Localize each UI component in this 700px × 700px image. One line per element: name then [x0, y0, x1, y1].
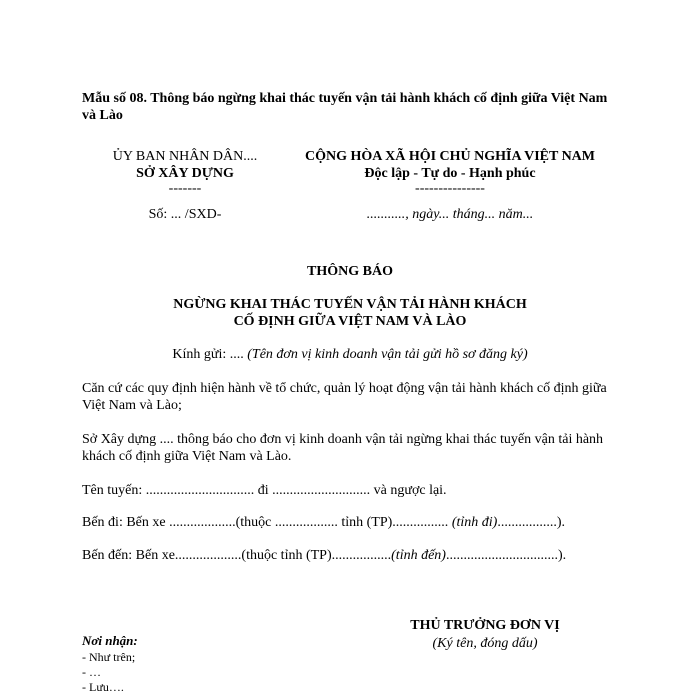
- arrival-line: [82, 547, 622, 564]
- recipient-item: - …: [82, 665, 101, 679]
- national-motto: Độc lập - Tự do - Hạnh phúc: [364, 166, 536, 181]
- arrival-province-label: (tỉnh đến): [391, 548, 446, 563]
- legal-basis-paragraph: Căn cứ các quy định hiện hành về tổ chức, quản lý hoạt động vận tải hành khách cố định giữa Việt Nam và Lào;: [82, 381, 607, 413]
- recipient-item: - Như trên;: [82, 650, 136, 664]
- departure-suffix: .................).: [497, 515, 565, 530]
- departure-prefix: Bến đi: Bến xe ...................(thuộc .................. tỉnh (TP)................: [82, 515, 449, 530]
- national-title: CỘNG HÒA XÃ HỘI CHỦ NGHĨA VIỆT NAM: [304, 149, 595, 164]
- document-date: ..........., ngày... tháng... năm...: [366, 207, 534, 222]
- route-line: Tên tuyến: ............................... đi ............................ và ngược lại.: [82, 483, 447, 498]
- recipient-item: - Lưu….: [82, 680, 124, 694]
- departure-province-label: (tỉnh đi): [451, 515, 498, 530]
- arrival-prefix: Bến đến: Bến xe...................(thuộc tỉnh (TP).................: [82, 548, 392, 563]
- right-divider: ---------------: [415, 181, 485, 196]
- departure-line: [82, 514, 622, 531]
- form-title: Mẫu số 08. Thông báo ngừng khai thác tuyến vận tải hành khách cố định giữa Việt Nam và Lào: [82, 91, 608, 123]
- issuing-department: SỞ XÂY DỰNG: [136, 166, 234, 181]
- notice-paragraph: Sở Xây dựng .... thông báo cho đơn vị kinh doanh vận tải ngừng khai thác tuyến vận tải hành khách cố định giữa Việt Nam và Lào.: [82, 432, 604, 464]
- document-number: Số: ... /SXD-: [148, 207, 222, 222]
- signature-title: THỦ TRƯỞNG ĐƠN VỊ: [410, 618, 560, 633]
- recipient-label: Kính gửi: ....: [172, 347, 244, 362]
- recipients-label: Nơi nhận:: [82, 633, 138, 648]
- recipient-placeholder: (Tên đơn vị kinh doanh vận tải gửi hồ sơ đăng ký): [247, 347, 528, 362]
- document-type: THÔNG BÁO: [307, 264, 393, 279]
- document-subject-line1: NGỪNG KHAI THÁC TUYẾN VẬN TẢI HÀNH KHÁCH: [173, 297, 527, 312]
- arrival-suffix: ................................).: [445, 548, 567, 563]
- recipient-line: [0, 346, 700, 363]
- signature-note: (Ký tên, đóng dấu): [432, 636, 538, 651]
- issuing-authority: ỦY BAN NHÂN DÂN....: [112, 149, 258, 164]
- left-divider: -------: [168, 181, 202, 196]
- document-subject-line2: CỐ ĐỊNH GIỮA VIỆT NAM VÀ LÀO: [233, 314, 467, 329]
